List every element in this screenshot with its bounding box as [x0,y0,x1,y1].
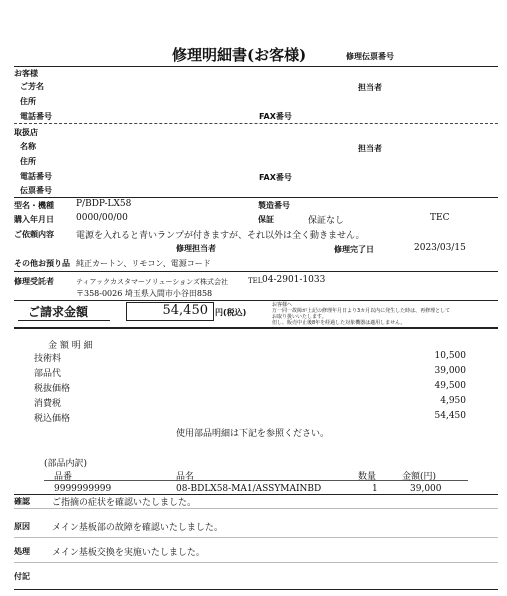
part-quantity: 1 [372,484,378,494]
product-divider [14,271,498,272]
warranty-value: 保証なし [308,216,345,226]
customer-fax-label: FAX番号 [259,112,292,121]
receiver-tel-prefix: TEL [248,277,263,285]
deposited-items-value: 純正カートン、リモコン、電源コード [76,259,211,268]
dealer-staff-label: 担当者 [358,144,382,153]
confirm-label: 確認 [14,497,30,506]
invoice-amount: 54,450 [162,303,208,318]
deposited-items-label: その他お預り品 [14,259,70,268]
customer-section-label: お客様 [14,69,38,78]
receiver-address: 〒358-0026 埼玉県入間市小谷田858 [76,289,213,298]
remarks-label: 付記 [14,572,30,581]
header-divider [14,66,498,67]
customer-divider [14,123,498,124]
repair-receiver-label: 修理受託者 [14,277,54,286]
breakdown-label: 消費税 [34,399,62,409]
receiver-phone: 04-2901-1033 [262,275,326,285]
warranty-label: 保証 [258,215,274,224]
parts-reference-note: 使用部品明細は下記を参照ください。 [176,429,330,439]
action-label: 処理 [14,547,30,556]
purchase-date-value: 0000/00/00 [76,213,128,223]
breakdown-value: 10,500 [434,351,466,361]
dealer-address-label: 住所 [20,157,36,166]
parts-section-title: (部品内訳) [44,459,88,469]
dealer-fax-label: FAX番号 [259,173,292,182]
customer-phone-label: 電話番号 [20,112,52,121]
invoice-tax-note: 円(税込) [215,308,247,317]
tec-code: TEC [430,213,450,223]
parts-header-part-no: 品番 [54,472,73,482]
confirm-value: ご指摘の症状を確認いたしました。 [52,498,197,508]
customer-address-label: 住所 [20,97,36,106]
customer-staff-label: 担当者 [358,83,382,92]
dealer-divider [14,197,498,198]
document-title: 修理明細書(お客様) [172,46,307,64]
action-value: メイン基板交換を実施いたしました。 [52,548,205,558]
receiver-divider [14,300,498,301]
parts-header-divider [44,480,468,481]
model-value: P/BDP-LX58 [76,199,132,209]
breakdown-value: 39,000 [434,366,466,376]
model-label: 型名・機種 [14,201,54,210]
parts-header-amount: 金額(円) [402,472,437,482]
receiver-company: ティアックカスタマーソリューションズ株式会社 [76,278,228,286]
part-number: 9999999999 [54,484,112,494]
invoice-label: ご請求金額 [28,305,89,319]
part-name: 08-BDLX58-MA1/ASSYMAINBD [176,484,322,494]
invoice-divider [14,327,498,329]
part-amount: 39,000 [410,484,442,494]
repair-complete-label: 修理完了日 [334,245,374,254]
breakdown-label: 税抜価格 [34,384,71,394]
purchase-date-label: 購入年月日 [14,215,54,224]
request-label: ご依頼内容 [14,230,54,239]
breakdown-value: 54,450 [434,411,466,421]
cause-label: 原因 [14,522,30,531]
invoice-label-underline [18,320,110,321]
repair-complete-date: 2023/03/15 [414,243,466,253]
breakdown-value: 4,950 [440,396,466,406]
action-divider [14,562,498,563]
breakdown-label: 部品代 [34,369,62,379]
cause-divider [14,537,498,538]
dealer-phone-label: 電話番号 [20,172,52,181]
breakdown-label: 税込価格 [34,414,71,424]
breakdown-title: 金 額 明 細 [48,341,93,351]
serial-number-label: 製造番号 [258,201,290,210]
dealer-section-label: 取扱店 [14,128,38,137]
confirm-divider [14,508,498,509]
customer-name-label: ご芳名 [20,82,44,91]
repair-slip-number-label: 修理伝票番号 [346,52,394,61]
bottom-divider [14,589,498,590]
dealer-name-label: 名称 [20,142,36,151]
customer-notice: お客様へ 万一同一故障が上記の修理年月日より3カ月以内に発生した時は、再修理として お取り扱いいたします。 但し、販売中止後8年を経過した対象機器は適用しません。 [272,302,451,326]
cause-value: メイン基板部の故障を確認いたしました。 [52,523,223,533]
repair-staff-label: 修理担当者 [176,244,216,253]
breakdown-value: 49,500 [434,381,466,391]
request-value: 電源を入れると青いランプが付きますが、それ以外は全く動きません。 [76,231,365,241]
parts-header-qty: 数量 [358,472,377,482]
parts-header-name: 品名 [176,472,195,482]
breakdown-label: 技術料 [34,354,62,364]
dealer-slip-label: 伝票番号 [20,186,52,195]
